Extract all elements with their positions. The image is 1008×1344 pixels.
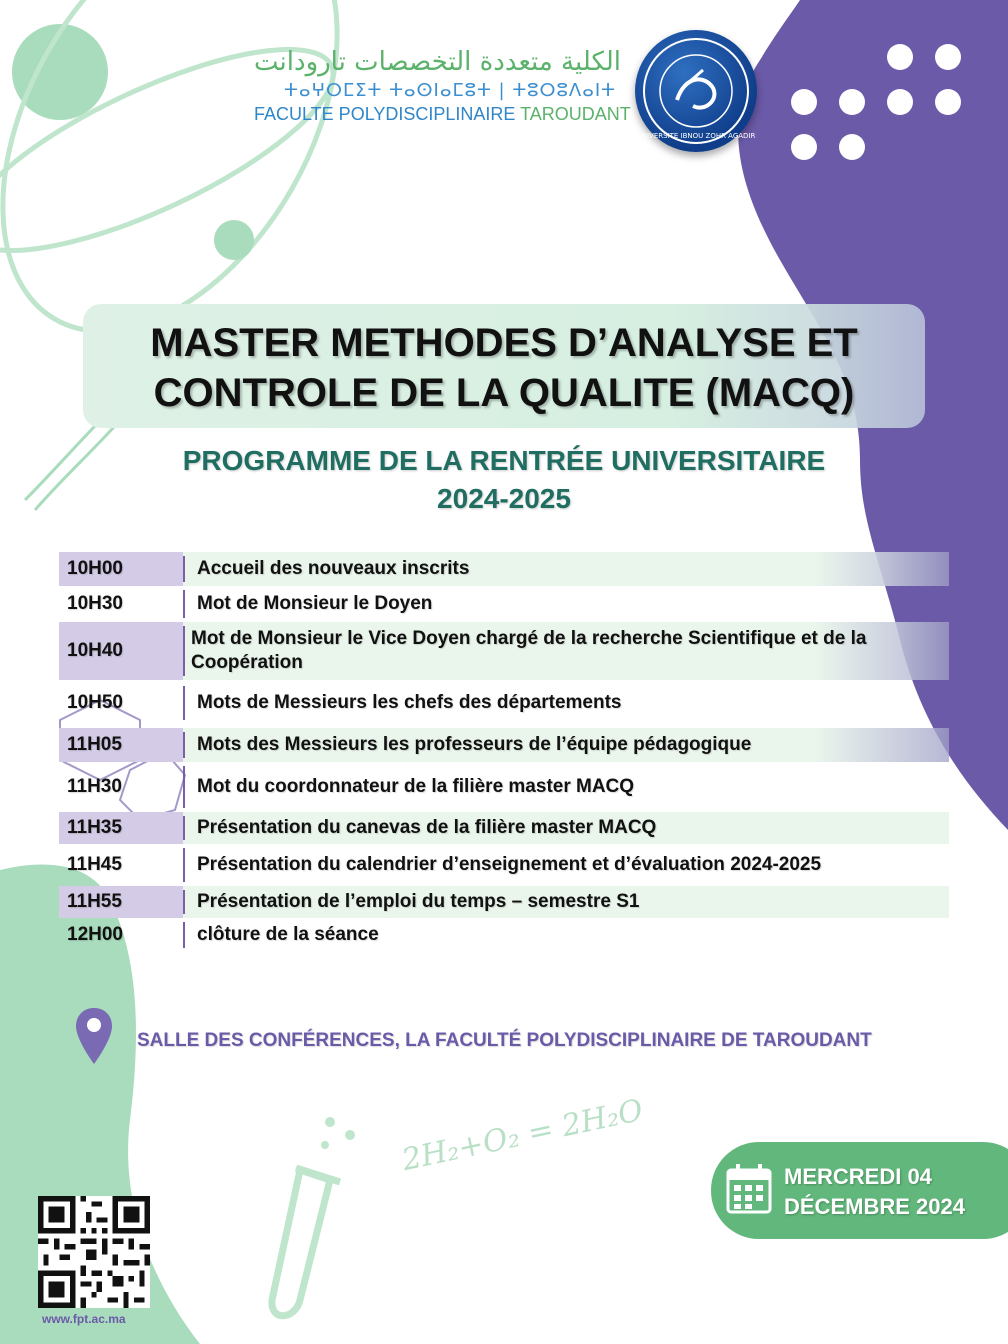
test-tube-icon	[272, 1168, 340, 1316]
schedule-time: 12H00	[67, 924, 123, 945]
schedule-row	[59, 886, 949, 918]
schedule-row	[59, 586, 949, 622]
schedule-time: 11H30	[67, 776, 122, 797]
schedule-activity: clôture de la séance	[197, 924, 379, 945]
green-circle	[12, 24, 108, 120]
schedule-activity: Mots des Messieurs les professeurs de l’équipe pédagogique	[197, 734, 752, 755]
schedule-row	[59, 682, 949, 724]
faculty-name-latin-city: TAROUDANT	[520, 104, 631, 124]
website-link[interactable]: www.fpt.ac.ma	[42, 1312, 126, 1326]
schedule-activity: Mot du coordonnateur de la filière master MACQ	[197, 776, 635, 797]
orbit-node	[214, 220, 254, 260]
schedule-row	[59, 812, 949, 844]
schedule-row	[59, 552, 949, 586]
seal-text: UNIVERSITE IBNOU ZOHR AGADIR	[636, 132, 756, 140]
main-title-line1: MASTER METHODES D’ANALYSE ET	[150, 321, 858, 365]
calendar-icon	[726, 1162, 772, 1214]
schedule-time: 11H45	[67, 854, 122, 875]
schedule-row	[59, 918, 949, 952]
venue-text: SALLE DES CONFÉRENCES, LA FACULTÉ POLYDISCIPLINAIRE DE TAROUDANT	[137, 1030, 872, 1051]
schedule-time: 11H55	[59, 886, 183, 918]
main-title	[83, 318, 925, 418]
faculty-name-latin	[254, 103, 631, 125]
faculty-name-arabic: الكلية متعددة التخصصات تارودانت	[254, 47, 621, 77]
schedule-time: 10H40	[59, 622, 183, 680]
schedule-activity: Présentation du canevas de la filière master MACQ	[197, 817, 657, 838]
schedule-time: 10H30	[67, 593, 123, 614]
location-pin-icon	[74, 1006, 114, 1066]
event-date-line1: MERCREDI 04	[784, 1164, 932, 1189]
schedule-activity: Présentation du calendrier d’enseignement et d’évaluation 2024-2025	[197, 854, 822, 875]
schedule-time: 11H05	[59, 728, 183, 762]
schedule-table	[59, 552, 949, 952]
schedule-activity: Mots de Messieurs les chefs des départements	[197, 692, 622, 713]
schedule-row	[59, 844, 949, 886]
schedule-time: 10H50	[67, 692, 123, 713]
schedule-activity: Mot de Monsieur le Doyen	[197, 593, 433, 614]
faculty-name-tifinagh: ⵜⴰⵖⵔⵎⵉⵜ ⵜⴰⵙⵏⴰⵎⵓⵜ | ⵜⵓⵔⵓⴷⴰⵏⵜ	[284, 80, 616, 101]
event-date-line2: DÉCEMBRE 2024	[784, 1194, 965, 1219]
qr-code	[38, 1196, 150, 1308]
program-subtitle	[100, 442, 908, 518]
schedule-time: 11H35	[59, 812, 183, 844]
schedule-row	[59, 728, 949, 762]
subtitle-line2: 2024-2025	[437, 483, 571, 514]
faculty-name-latin-main: FACULTE POLYDISCIPLINAIRE	[254, 104, 521, 124]
schedule-activity: Présentation de l’emploi du temps – semestre S1	[197, 891, 640, 912]
schedule-row	[59, 762, 949, 812]
schedule-row	[59, 622, 949, 680]
schedule-time: 10H00	[59, 552, 183, 586]
schedule-activity: Accueil des nouveaux inscrits	[197, 558, 470, 579]
chemistry-formula: 2H₂+O₂ = 2H₂O	[399, 1092, 647, 1179]
subtitle-line1: PROGRAMME DE LA RENTRÉE UNIVERSITAIRE	[182, 445, 826, 476]
event-date	[784, 1162, 1004, 1222]
university-seal-logo	[635, 30, 757, 152]
schedule-activity: Mot de Monsieur le Vice Doyen chargé de la recherche Scientifique et de la Coopération	[191, 628, 867, 673]
main-title-line2: CONTROLE DE LA QUALITE (MACQ)	[153, 371, 855, 415]
